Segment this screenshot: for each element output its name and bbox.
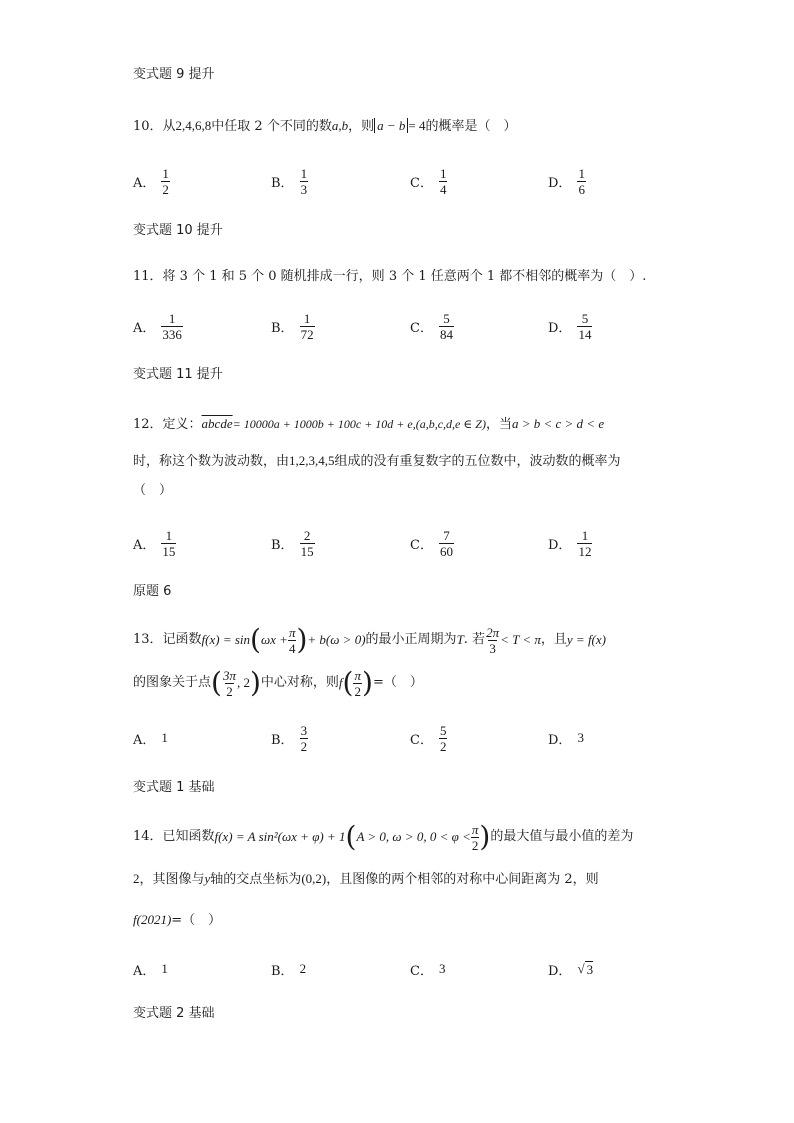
fraction: $\frac{1}{336}$ xyxy=(162,310,182,342)
option-a[interactable]: A． 1 xyxy=(133,730,168,748)
fraction: $\frac{2}{15}$ xyxy=(300,527,314,559)
question-12-line2: 时，称这个数为波动数，由1,2,3,4,5组成的没有重复数字的五位数中，波动数的概率为 xyxy=(133,453,621,469)
option-c[interactable]: C． $\frac{7}{60}$ xyxy=(410,527,453,559)
option-c[interactable]: C． 3 xyxy=(410,961,446,979)
sqrt-radicand: 3 xyxy=(586,961,594,977)
option-d[interactable]: D． $\frac{5}{14}$ xyxy=(548,310,592,342)
option-b[interactable]: B． 2 xyxy=(271,961,307,979)
option-d[interactable]: D． √ 3 xyxy=(548,961,594,979)
option-b[interactable]: B． $\frac{1}{72}$ xyxy=(271,310,314,342)
option-c[interactable]: C． $\frac{5}{2}$ xyxy=(410,722,447,754)
section-header: 变式题 1 基础 xyxy=(133,780,215,795)
fraction: $\frac{2\pi}{3}$ xyxy=(486,624,500,656)
question-11-stem: 11．将 3 个 1 和 5 个 0 随机排成一行，则 3 个 1 任意两个 1 都不相邻的概率为（ ）. xyxy=(133,269,647,284)
option-b[interactable]: B． $\frac{2}{15}$ xyxy=(271,527,314,559)
fraction: $\frac{1}{72}$ xyxy=(300,310,314,342)
fraction: $\frac{1}{4}$ xyxy=(439,165,447,197)
fraction: $\frac{\pi}{2}$ xyxy=(354,667,361,699)
option-a[interactable]: A． $\frac{1}{15}$ xyxy=(133,527,176,559)
section-header: 变式题 2 基础 xyxy=(133,1006,215,1021)
fraction: $\frac{1}{3}$ xyxy=(300,165,308,197)
fraction: $\frac{5}{2}$ xyxy=(439,722,447,754)
fraction: $\frac{3\pi}{2}$ xyxy=(222,667,236,699)
fraction: $\frac{3}{2}$ xyxy=(300,722,308,754)
section-header: 原题 6 xyxy=(133,584,172,599)
option-b[interactable]: B． $\frac{3}{2}$ xyxy=(271,722,308,754)
question-12-line3: （ ） xyxy=(133,483,173,498)
fraction: $\frac{5}{14}$ xyxy=(578,310,592,342)
question-14-line3: f(2021)=（ ） xyxy=(133,912,222,928)
fraction: $\frac{\pi}{4}$ xyxy=(288,624,296,656)
section-header: 变式题 10 提升 xyxy=(133,223,223,238)
option-c[interactable]: C． $\frac{1}{4}$ xyxy=(410,165,447,197)
question-12-stem: 12．定义：abcde= 10000a + 1000b + 100c + 10d + e,(a,b,c,d,e ∈ Z)，当a > b < c > d < e xyxy=(133,416,605,432)
section-header: 变式题 11 提升 xyxy=(133,367,223,382)
fraction: $\frac{1}{12}$ xyxy=(578,527,592,559)
option-b[interactable]: B． $\frac{1}{3}$ xyxy=(271,165,308,197)
fraction: $\frac{7}{60}$ xyxy=(439,527,453,559)
question-14-stem: 14．已知函数 f(x) = A sin²(ωx + φ) + 1 ( A > 0, ω > 0, 0 < φ < $\frac{\pi}{2}$ ) 的最大值与最小值的差为 xyxy=(133,820,634,853)
fraction: $\frac{1}{15}$ xyxy=(162,527,176,559)
question-13-stem: 13．记函数 f(x) = sin ( ωx + $\frac{\pi}{4}$ ) + b(ω > 0) 的最小正周期为 T . 若 $\frac{2\pi}{3}$ < T < π ，且 y = f(x) xyxy=(133,623,606,656)
question-14-line2: 2，其图像与y轴的交点坐标为(0,2)，且图像的两个相邻的对称中心间距离为 2，则 xyxy=(133,871,599,887)
question-13-line2: 的图象关于点 ( $\frac{3\pi}{2}$ , 2 ) 中心对称，则 f ( $\frac{\pi}{2}$ ) =（ ） xyxy=(133,666,423,699)
option-d[interactable]: D． $\frac{1}{12}$ xyxy=(548,527,592,559)
option-d[interactable]: D． $\frac{1}{6}$ xyxy=(548,165,585,197)
option-c[interactable]: C． $\frac{5}{84}$ xyxy=(410,310,453,342)
fraction: $\frac{5}{84}$ xyxy=(439,310,453,342)
section-header: 变式题 9 提升 xyxy=(133,67,215,82)
option-a[interactable]: A． $\frac{1}{336}$ xyxy=(133,310,182,342)
fraction: $\frac{\pi}{2}$ xyxy=(471,821,479,853)
option-d[interactable]: D． 3 xyxy=(548,730,584,748)
option-a[interactable]: A． 1 xyxy=(133,961,168,979)
fraction: $\frac{1}{2}$ xyxy=(162,165,169,197)
fraction: $\frac{1}{6}$ xyxy=(578,165,585,197)
question-10-stem: 10．从2,4,6,8中任取 2 个不同的数a,b，则 a − b = 4的概率是（ ） xyxy=(133,118,517,134)
option-a[interactable]: A． $\frac{1}{2}$ xyxy=(133,165,169,197)
